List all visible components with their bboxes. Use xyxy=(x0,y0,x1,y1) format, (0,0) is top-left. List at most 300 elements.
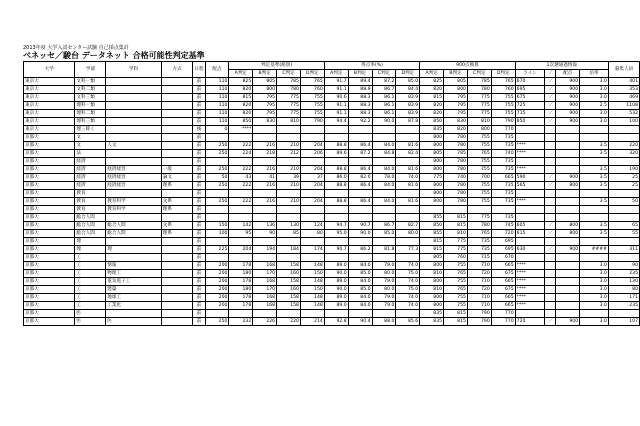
cell-recruit xyxy=(608,126,639,134)
cell-border-a: **** xyxy=(229,126,253,134)
cell-conv-a: 775 xyxy=(420,174,444,182)
cell-faculty: 理科一類 xyxy=(75,102,106,110)
cell-faculty: 工 xyxy=(75,302,106,310)
cell-slash xyxy=(545,310,556,318)
cell-method xyxy=(161,318,193,326)
cell-conv-c: 800 xyxy=(467,126,491,134)
cell-univ: 京都大 xyxy=(24,270,75,278)
cell-full xyxy=(556,158,580,166)
cell-rate-b: 86.2 xyxy=(348,246,372,254)
cell-rate-c: 86.7 xyxy=(372,222,396,230)
cell-rate-a: 91.1 xyxy=(324,86,348,94)
cell-full-marks: 250 xyxy=(205,166,229,174)
table-row xyxy=(24,278,640,286)
cell-rate-d: 83.9 xyxy=(396,110,420,118)
cell-conv-a: 835 xyxy=(420,318,444,326)
cell-conv-c: 755 xyxy=(467,134,491,142)
cell-conv-b: 780 xyxy=(444,182,468,190)
cell-full: 800 xyxy=(556,222,580,230)
cell-border-c: 810 xyxy=(277,118,301,126)
table-row xyxy=(24,102,640,110)
cell-slash: ／ xyxy=(545,94,556,102)
cell-rate-b: 84.0 xyxy=(348,262,372,270)
cell-rate-d: 83.9 xyxy=(396,102,420,110)
cell-border-a xyxy=(229,134,253,142)
cell-slash: ／ xyxy=(545,246,556,254)
cell-full xyxy=(556,126,580,134)
cell-schedule: 前 xyxy=(193,166,205,174)
table-row xyxy=(24,174,640,182)
cell-conv-d: 665 xyxy=(491,294,515,302)
cell-border-c: 210 xyxy=(277,166,301,174)
cell-border-d: 80 xyxy=(300,230,324,238)
cell-conv-b: 800 xyxy=(444,86,468,94)
cell-recruit: 90 xyxy=(608,262,639,270)
cell-univ: 京都大 xyxy=(24,198,75,206)
cell-rate-b xyxy=(348,190,372,198)
col-line: ライン xyxy=(515,70,545,78)
cell-slash: ／ xyxy=(545,174,556,182)
cell-univ: 京都大 xyxy=(24,246,75,254)
cell-conv-a: 800 xyxy=(420,190,444,198)
cell-faculty: 医 xyxy=(75,318,106,326)
cell-conv-d: 695 xyxy=(491,238,515,246)
cell-recruit: 320 xyxy=(608,150,639,158)
cell-conv-d: 770 xyxy=(491,310,515,318)
cell-faculty: 経済 xyxy=(75,182,106,190)
cell-conv-c: 720 xyxy=(467,286,491,294)
cell-slash xyxy=(545,126,556,134)
cell-method xyxy=(161,310,193,318)
cell-rate-b xyxy=(348,206,372,214)
cell-rate-a: 94.7 xyxy=(324,222,348,230)
cell-conv-a: 800 xyxy=(420,158,444,166)
table-row xyxy=(24,134,640,142)
col-univ: 大学 xyxy=(24,62,75,78)
cell-border-c: 775 xyxy=(277,94,301,102)
cell-schedule: 前 xyxy=(193,246,205,254)
cell-univ: 京都大 xyxy=(24,254,75,262)
cell-schedule: 前 xyxy=(193,214,205,222)
cell-method xyxy=(161,254,193,262)
cell-line xyxy=(515,126,545,134)
cell-rate-a xyxy=(324,158,348,166)
table-row xyxy=(24,310,640,318)
cell-faculty: 文科一類 xyxy=(75,78,106,86)
cell-dept xyxy=(106,126,162,134)
cell-full-marks: 200 xyxy=(205,286,229,294)
cell-border-c xyxy=(277,206,301,214)
cell-method: 理系 xyxy=(161,230,193,238)
cell-rate-a: 91.1 xyxy=(324,102,348,110)
cell-border-d: 148 xyxy=(300,302,324,310)
cell-ratio: 3.0 xyxy=(580,278,609,286)
cell-border-a: 222 xyxy=(229,142,253,150)
cell-conv-d: 735 xyxy=(491,182,515,190)
cell-border-c: 158 xyxy=(277,262,301,270)
cell-univ: 京都大 xyxy=(24,222,75,230)
cell-conv-a: 810 xyxy=(420,286,444,294)
cell-schedule: 前 xyxy=(193,110,205,118)
cell-conv-c: 755 xyxy=(467,158,491,166)
cell-line: 590 xyxy=(515,174,545,182)
cell-method xyxy=(161,158,193,166)
cell-ratio: 3.5 xyxy=(580,142,609,150)
cell-full-marks: 100 xyxy=(205,230,229,238)
cell-recruit: 220 xyxy=(608,142,639,150)
cell-faculty: 総合人間 xyxy=(75,230,106,238)
cell-dept: 地球工 xyxy=(106,294,162,302)
table-row xyxy=(24,302,640,310)
cell-schedule: 前 xyxy=(193,270,205,278)
cell-conv-d: 665 xyxy=(491,278,515,286)
col-a: A判定 xyxy=(229,70,253,78)
cell-conv-b: 775 xyxy=(444,246,468,254)
cell-rate-c: 80.0 xyxy=(372,270,396,278)
cell-conv-c: 775 xyxy=(467,102,491,110)
cell-method xyxy=(161,150,193,158)
cell-method xyxy=(161,270,193,278)
cell-rate-d: 74.0 xyxy=(396,278,420,286)
cell-ratio: 3.5 xyxy=(580,222,609,230)
cell-border-c xyxy=(277,254,301,262)
cell-conv-c: 710 xyxy=(467,262,491,270)
cell-border-b: 168 xyxy=(253,262,277,270)
cell-univ: 東京大 xyxy=(24,110,75,118)
cell-border-a: 820 xyxy=(229,102,253,110)
cell-conv-b: 810 xyxy=(444,230,468,238)
cell-ratio xyxy=(580,238,609,246)
cell-schedule: 前 xyxy=(193,302,205,310)
cell-border-a: 850 xyxy=(229,118,253,126)
cell-border-d xyxy=(300,254,324,262)
cell-univ: 京都大 xyxy=(24,278,75,286)
cell-faculty: 文科三類 xyxy=(75,94,106,102)
cell-full-marks: 110 xyxy=(205,78,229,86)
cell-border-a xyxy=(229,238,253,246)
cell-line: **** xyxy=(515,270,545,278)
cell-ratio xyxy=(580,310,609,318)
cell-rate-d: 87.8 xyxy=(396,118,420,126)
cell-full-marks xyxy=(205,238,229,246)
table-row xyxy=(24,294,640,302)
cell-rate-c xyxy=(372,190,396,198)
cell-univ: 京都大 xyxy=(24,158,75,166)
cell-border-a xyxy=(229,206,253,214)
cell-border-a: 178 xyxy=(229,294,253,302)
cell-line xyxy=(515,254,545,262)
cell-rate-b xyxy=(348,214,372,222)
col-d: D判定 xyxy=(491,70,515,78)
cell-conv-a: 835 xyxy=(420,126,444,134)
cell-rate-c: 84.0 xyxy=(372,198,396,206)
cell-dept: 教育科学 xyxy=(106,206,162,214)
cell-conv-d: 790 xyxy=(491,118,515,126)
col-dept: 学科 xyxy=(106,62,162,78)
cell-rate-d: 82.7 xyxy=(396,222,420,230)
cell-border-d xyxy=(300,158,324,166)
cell-rate-c: 79.0 xyxy=(372,262,396,270)
cell-conv-a: 800 xyxy=(420,262,444,270)
cell-method xyxy=(161,102,193,110)
cell-rate-a: 86.0 xyxy=(324,174,348,182)
cell-line: 850 xyxy=(515,118,545,126)
cell-rate-c: 84.8 xyxy=(372,150,396,158)
cell-line: **** xyxy=(515,150,545,158)
cell-slash xyxy=(545,134,556,142)
cell-conv-c: 790 xyxy=(467,318,491,326)
cell-recruit: 107 xyxy=(608,318,639,326)
cell-univ: 京都大 xyxy=(24,302,75,310)
cell-slash: ／ xyxy=(545,86,556,94)
cell-schedule: 前 xyxy=(193,318,205,326)
cell-border-c: 210 xyxy=(277,142,301,150)
cell-conv-c: 755 xyxy=(467,142,491,150)
cell-univ: 京都大 xyxy=(24,150,75,158)
table-row xyxy=(24,150,640,158)
cell-rate-b: 88.9 xyxy=(348,86,372,94)
cell-full: 900 xyxy=(556,174,580,182)
cell-rate-a: 88.8 xyxy=(324,198,348,206)
cell-dept xyxy=(106,118,162,126)
cell-conv-a: 800 xyxy=(420,198,444,206)
cell-border-d: 204 xyxy=(300,198,324,206)
cell-border-d xyxy=(300,126,324,134)
cell-ratio: 3.0 xyxy=(580,118,609,126)
cell-border-b: 168 xyxy=(253,294,277,302)
cell-rate-c xyxy=(372,214,396,222)
cell-faculty: 教育 xyxy=(75,198,106,206)
cell-slash: ／ xyxy=(545,78,556,86)
cell-rate-c: 84.0 xyxy=(372,182,396,190)
cell-faculty: 経済 xyxy=(75,166,106,174)
cell-conv-d: 695 xyxy=(491,246,515,254)
cell-recruit: 25 xyxy=(608,174,639,182)
cell-conv-c xyxy=(467,206,491,214)
cell-full-marks xyxy=(205,214,229,222)
cell-conv-b: 755 xyxy=(444,294,468,302)
col-d: D判定 xyxy=(396,70,420,78)
cell-rate-b: 85.0 xyxy=(348,270,372,278)
cell-rate-b xyxy=(348,126,372,134)
cell-recruit xyxy=(608,206,639,214)
cell-border-d: 204 xyxy=(300,142,324,150)
cell-slash xyxy=(545,142,556,150)
cell-slash xyxy=(545,190,556,198)
col-c: C判定 xyxy=(372,70,396,78)
cell-univ: 東京大 xyxy=(24,94,75,102)
cell-recruit: 235 xyxy=(608,270,639,278)
cell-dept: 経済経営 xyxy=(106,174,162,182)
cell-rate-a: 90.7 xyxy=(324,246,348,254)
col-schedule: 日程 xyxy=(193,62,205,78)
cell-rate-d xyxy=(396,238,420,246)
cell-line: **** xyxy=(515,286,545,294)
cell-border-b: 136 xyxy=(253,222,277,230)
table-row xyxy=(24,190,640,198)
cell-line: **** xyxy=(515,166,545,174)
cell-conv-d: 735 xyxy=(491,190,515,198)
cell-line: **** xyxy=(515,198,545,206)
cell-rate-b: 92.2 xyxy=(348,118,372,126)
cell-dept xyxy=(106,254,162,262)
cell-rate-d: 83.9 xyxy=(396,94,420,102)
cell-rate-b: 85.0 xyxy=(348,286,372,294)
cell-conv-a: 855 xyxy=(420,230,444,238)
cell-faculty: 理 xyxy=(75,238,106,246)
cell-border-a: 820 xyxy=(229,86,253,94)
col-slash: ／ xyxy=(545,70,556,78)
cell-faculty: 経済 xyxy=(75,174,106,182)
cell-rate-b: 89.4 xyxy=(348,78,372,86)
cell-line: **** xyxy=(515,278,545,286)
cell-univ: 京都大 xyxy=(24,262,75,270)
cell-faculty: 理三除く xyxy=(75,126,106,134)
cell-ratio: 3.5 xyxy=(580,166,609,174)
cell-method xyxy=(161,238,193,246)
cell-rate-d xyxy=(396,254,420,262)
cell-full-marks: 200 xyxy=(205,278,229,286)
cell-schedule: 前 xyxy=(193,150,205,158)
cell-ratio: 3.5 xyxy=(580,174,609,182)
cell-conv-a: 800 xyxy=(420,302,444,310)
cell-full xyxy=(556,198,580,206)
cell-recruit: 190 xyxy=(608,166,639,174)
cell-line: 720 xyxy=(515,318,545,326)
cell-conv-c: 775 xyxy=(467,214,491,222)
cell-conv-b: 755 xyxy=(444,302,468,310)
cell-border-b: 830 xyxy=(253,118,277,126)
cell-full-marks: 250 xyxy=(205,150,229,158)
cell-rate-d: 81.6 xyxy=(396,166,420,174)
cell-conv-c: 720 xyxy=(467,270,491,278)
cell-slash: ／ xyxy=(545,182,556,190)
cell-univ: 京都大 xyxy=(24,142,75,150)
cell-border-d xyxy=(300,190,324,198)
cell-border-a: 232 xyxy=(229,318,253,326)
cell-faculty: 理 xyxy=(75,246,106,254)
cell-border-a: 95 xyxy=(229,230,253,238)
cell-conv-c: 755 xyxy=(467,182,491,190)
cell-dept: 人文 xyxy=(106,142,162,150)
cell-ratio xyxy=(580,214,609,222)
cell-rate-b xyxy=(348,238,372,246)
cell-dept xyxy=(106,78,162,86)
cell-border-b: 90 xyxy=(253,230,277,238)
cell-border-d: 148 xyxy=(300,278,324,286)
cell-border-d xyxy=(300,238,324,246)
cell-schedule: 後 xyxy=(193,126,205,134)
cell-ratio xyxy=(580,134,609,142)
cell-line: **** xyxy=(515,142,545,150)
cell-univ: 京都大 xyxy=(24,134,75,142)
cell-dept xyxy=(106,190,162,198)
cell-line: **** xyxy=(515,302,545,310)
cell-conv-b: 795 xyxy=(444,102,468,110)
cell-rate-c: 79.0 xyxy=(372,294,396,302)
cell-line xyxy=(515,134,545,142)
cell-rate-a xyxy=(324,254,348,262)
table-row xyxy=(24,262,640,270)
cell-full-marks xyxy=(205,158,229,166)
cell-border-d: 760 xyxy=(300,86,324,94)
cell-border-d: 124 xyxy=(300,222,324,230)
cell-method xyxy=(161,302,193,310)
cell-rate-a: 95.0 xyxy=(324,230,348,238)
cell-rate-b: 82.0 xyxy=(348,174,372,182)
cell-full: 900 xyxy=(556,110,580,118)
cell-ratio: #### xyxy=(580,246,609,254)
cell-method: 文系 xyxy=(161,222,193,230)
cell-ratio: 3.0 xyxy=(580,78,609,86)
table-row xyxy=(24,110,640,118)
cell-conv-b: 765 xyxy=(444,270,468,278)
cell-conv-b: 775 xyxy=(444,238,468,246)
cell-rate-b: 86.4 xyxy=(348,198,372,206)
cell-slash xyxy=(545,270,556,278)
cell-full: 900 xyxy=(556,102,580,110)
cell-line: 670 xyxy=(515,78,545,86)
cell-full xyxy=(556,150,580,158)
cell-method xyxy=(161,286,193,294)
cell-slash xyxy=(545,198,556,206)
cell-method: 文系 xyxy=(161,198,193,206)
cell-recruit: 353 xyxy=(608,86,639,94)
cell-dept: 建築 xyxy=(106,286,162,294)
cell-univ: 京都大 xyxy=(24,214,75,222)
cell-dept xyxy=(106,94,162,102)
cell-border-b xyxy=(253,214,277,222)
cell-full-marks: 110 xyxy=(205,94,229,102)
cell-ratio: 3.0 xyxy=(580,270,609,278)
cell-rate-d: 80.0 xyxy=(396,230,420,238)
cell-conv-c: 780 xyxy=(467,86,491,94)
cell-univ: 京都大 xyxy=(24,206,75,214)
cell-slash xyxy=(545,286,556,294)
cell-rate-b: 86.4 xyxy=(348,142,372,150)
col-c: C判定 xyxy=(277,70,301,78)
cell-conv-c: 715 xyxy=(467,254,491,262)
cell-line: 630 xyxy=(515,246,545,254)
cell-line: 605 xyxy=(515,222,545,230)
cell-border-a: 820 xyxy=(229,110,253,118)
cell-line: 675 xyxy=(515,94,545,102)
cell-border-b: 216 xyxy=(253,142,277,150)
cell-rate-d xyxy=(396,190,420,198)
cell-slash xyxy=(545,278,556,286)
cell-schedule: 前 xyxy=(193,102,205,110)
cell-line xyxy=(515,214,545,222)
cell-schedule: 前 xyxy=(193,286,205,294)
cell-method xyxy=(161,86,193,94)
table-row xyxy=(24,158,640,166)
cell-full xyxy=(556,286,580,294)
cell-border-b: 226 xyxy=(253,318,277,326)
cell-border-d: 214 xyxy=(300,318,324,326)
cell-method xyxy=(161,118,193,126)
cell-faculty: 工 xyxy=(75,270,106,278)
judgement-table xyxy=(23,61,640,326)
cell-border-c: 160 xyxy=(277,270,301,278)
cell-rate-a: 92.8 xyxy=(324,318,348,326)
cell-faculty: 理科二類 xyxy=(75,110,106,118)
cell-full: 900 xyxy=(556,318,580,326)
cell-ratio: 3.5 xyxy=(580,198,609,206)
cell-rate-d: 81.6 xyxy=(396,142,420,150)
cell-rate-c: 79.0 xyxy=(372,278,396,286)
cell-recruit xyxy=(608,310,639,318)
cell-rate-b: 86.4 xyxy=(348,166,372,174)
